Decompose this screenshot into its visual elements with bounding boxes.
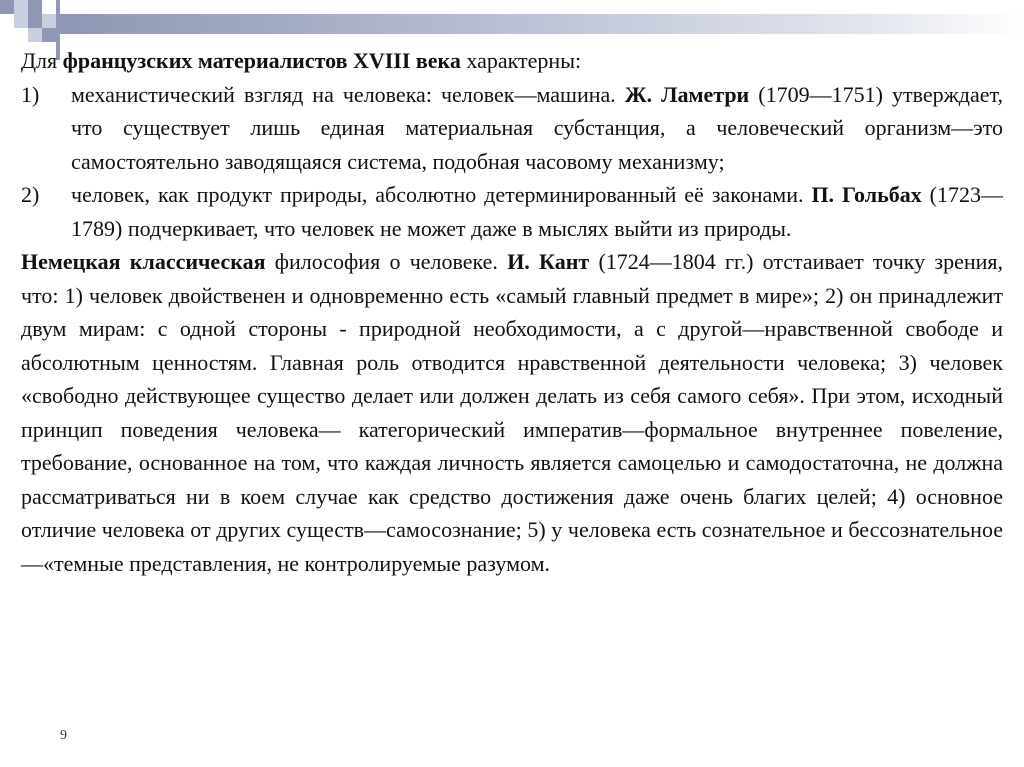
- decor-square-1: [0, 0, 14, 14]
- decor-square-8: [28, 28, 42, 42]
- intro-paragraph: [21, 44, 1003, 78]
- slide-number: 9: [60, 728, 67, 743]
- german-text-1: философия о человеке.: [265, 249, 508, 274]
- intro-text-2: характерны:: [460, 48, 582, 73]
- slide-content: [21, 44, 1003, 580]
- list-item-2: [21, 178, 1003, 245]
- german-bold: Немецкая классическая: [21, 249, 266, 274]
- item-bold-name: П. Гольбах: [811, 182, 922, 207]
- decor-square-6: [42, 14, 56, 28]
- list-item-1: [21, 78, 1003, 179]
- german-text-2: (1724—1804 гг.) отстаивает точку зрения, что: 1) человек двойственен и одновременно есть «самый главный предмет в мире»; 2) он принадлежит двум мирам: с одной стороны - природной необходимости, а с другой—нравственной свободе и абсолютным ценностям. Главная роль отводится нравственной деятельности человека; 3) человек «свободно действующее существо делает или должен делать из себя самого себя». При этом, исходный принцип поведения человека— категорический императив—формальное внутреннее повеление, требование, основанное на том, что каждая личность является самоцелью и самодостаточна, не должна рассматриваться ни в коем случае как средство достижения даже очень благих целей; 4) основное отличие человека от других существ—самосознание; 5) у человека есть сознательное и бессознательное—«темные представления, не контролируемые разумом.: [21, 249, 1004, 576]
- decor-square-4: [14, 14, 28, 28]
- item-text: механистический взгляд на человека: человек—машина.: [71, 81, 625, 107]
- kant-bold: И. Кант: [507, 249, 590, 274]
- decor-square-5: [28, 14, 42, 28]
- decor-title-bar: [58, 14, 1024, 34]
- intro-bold: французских материалистов XVIII века: [62, 48, 461, 73]
- decor-square-3: [28, 0, 42, 14]
- decor-square-7: [42, 28, 56, 42]
- intro-text-1: Для: [21, 48, 63, 73]
- item-bold-name: Ж. Ламетри: [624, 81, 750, 107]
- list-number: 1): [21, 81, 40, 107]
- decor-square-2: [14, 0, 28, 14]
- list-number: 2): [21, 182, 40, 207]
- german-paragraph: [21, 245, 1003, 580]
- item-text: (1709—1751) утверждает, что существует лишь единая материальная субстанция, а человеческий организм—это самостоятельно заводящаяся система, подобная часовому механизму;: [71, 81, 1003, 174]
- item-text: человек, как продукт природы, абсолютно детерминированный её законами.: [71, 182, 812, 207]
- item-text: (1723—1789) подчеркивает, что человек не может даже в мыслях выйти из природы.: [71, 182, 1003, 241]
